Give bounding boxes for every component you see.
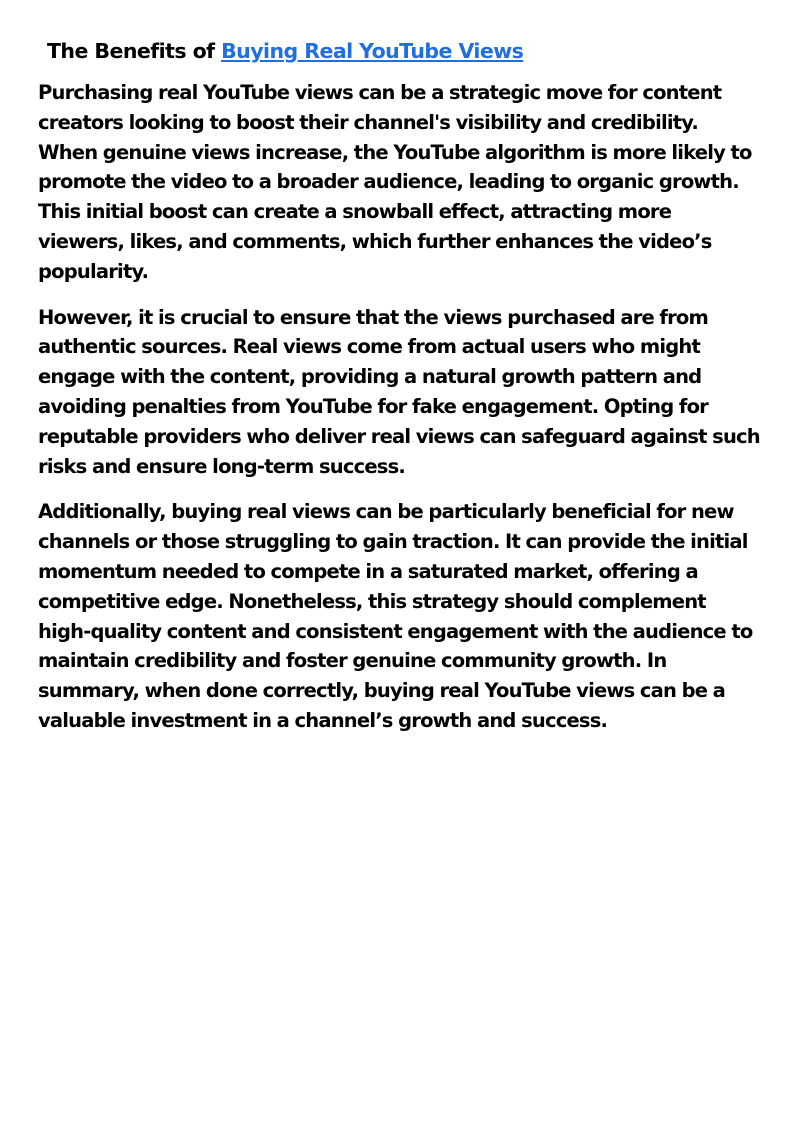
title-prefix: The Benefits of [47, 39, 222, 63]
paragraph-2: However, it is crucial to ensure that the views purchased are from authentic sources. Real views come from actual users who might engage with the content, providing a natural growth pattern and avoiding penalties from YouTube for fake engagement. Opting for reputable providers who deliver real views can safeguard against such risks and ensure long-term success. [38, 305, 760, 478]
paragraph-1: Purchasing real YouTube views can be a strategic move for content creators looking to boost their channel's visibility and credibility. When genuine views increase, the YouTube algorithm is more likely to promote the video to a broader audience, leading to organic growth. This initial boost can create a snowball effect, attracting more viewers, likes, and comments, which further enhances the video’s popularity. [38, 81, 752, 283]
title-link[interactable]: Buying Real YouTube Views [221, 39, 524, 63]
page-title [47, 36, 760, 66]
paragraph-3: Additionally, buying real views can be particularly beneficial for new channels or those struggling to gain traction. It can provide the initial momentum needed to compete in a saturated market, offering a competitive edge. Nonetheless, this strategy should complement high-quality content and consistent engagement with the audience to maintain credibility and foster genuine community growth. In summary, when done correctly, buying real YouTube views can be a valuable investment in a channel’s growth and success. [38, 500, 753, 732]
